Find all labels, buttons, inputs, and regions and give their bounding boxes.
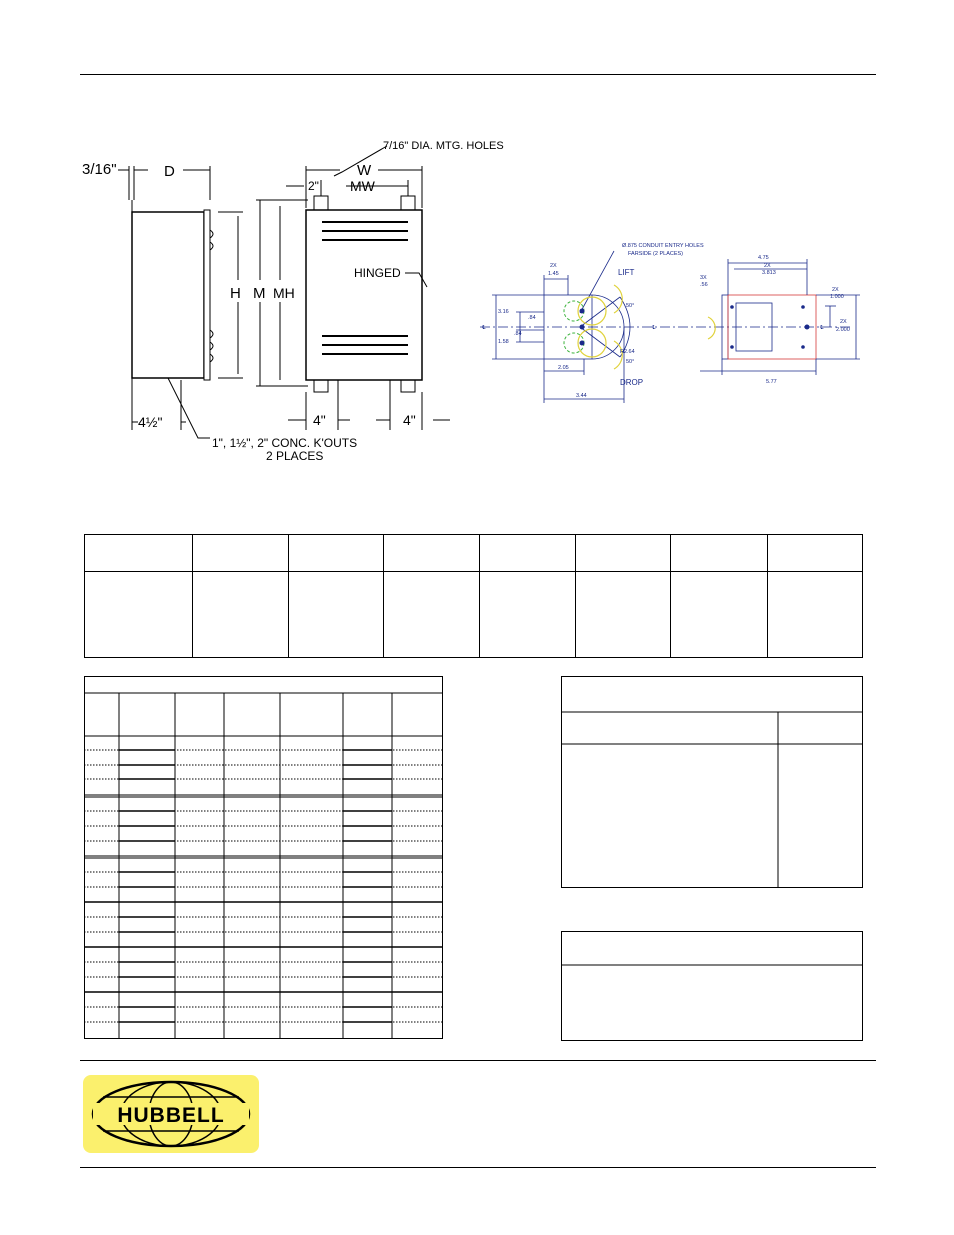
spec-table-col-divider [192,535,193,657]
dim-2x-3813a: 2X [764,263,771,269]
globe-logo-icon [83,1075,259,1153]
dim-4-half-label: 4½" [138,414,163,430]
dim-2x-145a: 2X [550,263,557,269]
dim-145: 1.45 [548,271,559,277]
dim-4in-left-label: 4" [313,412,326,428]
dim-h-label: H [230,285,241,302]
spec-table-col-divider [670,535,671,657]
dim-w-label: W [357,162,372,179]
conduit-label: Ø.875 CONDUIT ENTRY HOLES [622,243,704,249]
two-places-label: 2 PLACES [266,449,324,463]
dim-4in-right-label: 4" [403,412,416,428]
bracket-drawing [480,235,870,410]
logo-text: HUBBELL [117,1104,225,1127]
angle-50-top: 50° [626,303,635,309]
centerline-a: ℄ [482,325,486,331]
dim-158: 1.58 [498,339,509,345]
dim-2x-1000a: 2X [832,287,839,293]
farside-label: FARSIDE (2 PLACES) [628,251,684,257]
options-table [561,676,864,890]
dim-56: .56 [700,282,708,288]
hinged-label: HINGED [354,266,401,280]
dim-2000: 2.000 [836,327,850,333]
spec-table-col-divider [479,535,480,657]
footer-rule-bottom [80,1167,876,1168]
dim-3x-56a: 3X [700,275,707,281]
dim-m-label: M [253,285,266,302]
dim-84b: .84 [514,331,522,337]
spec-table-col-divider [767,535,768,657]
spec-table [84,534,863,658]
lift-label: LIFT [618,268,635,277]
centerline-c: ℄ [820,325,824,331]
angle-50-bottom: 50° [626,359,635,365]
spec-table-col-divider [288,535,289,657]
dim-344: 3.44 [576,393,587,399]
dim-316: 3.16 [498,309,509,315]
dim-2in-label: 2" [308,179,319,193]
enclosure-drawing [78,130,518,470]
dim-1000: 1.000 [830,294,844,300]
knockouts-label: 1", 1½", 2" CONC. K'OUTS [212,436,358,450]
dim-3-16-label: 3/16" [82,161,117,178]
dim-2x-2000a: 2X [840,319,847,325]
dimensions-table [84,676,444,1040]
mtg-holes-label: 7/16" DIA. MTG. HOLES [383,140,504,152]
dim-475: 4.75 [758,255,769,261]
spec-table-col-divider [383,535,384,657]
centerline-b: ℄ [652,325,656,331]
dim-3813: 3.813 [762,270,776,276]
spec-table-header-divider [85,571,862,572]
footer-rule-top [80,1060,876,1061]
dim-84a: .84 [528,315,536,321]
radius-264: R2.64 [620,349,635,355]
dim-mw-label: MW [350,178,375,194]
drop-label: DROP [620,378,644,387]
dim-mh-label: MH [273,285,295,301]
notes-box [561,931,864,1043]
dim-205: 2.05 [558,365,569,371]
dim-d-label: D [164,163,175,180]
dim-577: 5.77 [766,379,777,385]
hubbell-logo [83,1075,259,1153]
spec-table-col-divider [575,535,576,657]
header-rule [80,74,876,75]
